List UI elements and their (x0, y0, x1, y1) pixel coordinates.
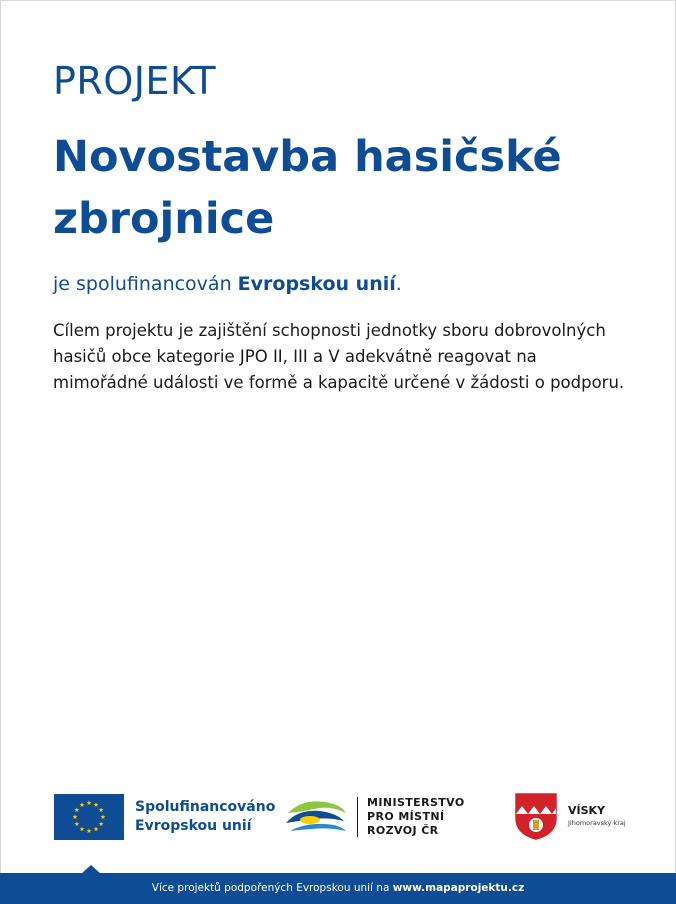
cofinanced-statement (53, 271, 402, 297)
cofinanced-prefix: je spolufinancován (53, 273, 238, 295)
municipality-name: VÍSKY (568, 804, 606, 817)
mmr-divider (357, 797, 358, 837)
project-title: Novostavba hasičské zbrojnice (53, 132, 562, 244)
project-kicker: PROJEKT (53, 59, 217, 103)
mmr-logo-line2: PRO MÍSTNÍ (367, 810, 445, 823)
eu-logo-line2: Evropskou unií (135, 818, 252, 834)
mmr-logo-line1: MINISTERSTVO (367, 796, 465, 809)
municipality-text (568, 804, 626, 828)
footer-bar (0, 873, 676, 904)
mmr-logo-icon (284, 795, 348, 839)
mmr-logo (284, 794, 465, 840)
cofinanced-emphasis: Evropskou unií (237, 273, 396, 295)
footer-text: Více projektů podpořených Evropskou unií na (151, 882, 393, 894)
municipality-logo (514, 792, 626, 840)
coat-of-arms-icon (514, 792, 558, 840)
project-description: Cílem projektu je zajištění schopnosti jednotky sboru dobrovolných hasičů obce kategorie JPO II, III a V adekvátně reagovat na mimořádné události ve formě a kapacitě určené v žádosti o podporu. (53, 321, 625, 392)
cofinanced-suffix: . (395, 273, 402, 295)
municipality-region: Jihomoravský kraj (568, 819, 626, 827)
eu-logo-text (135, 798, 275, 836)
mmr-logo-text (367, 796, 465, 838)
eu-logo-line1: Spolufinancováno (135, 799, 276, 815)
eu-flag-icon (54, 794, 124, 840)
mmr-logo-line3: ROZVOJ ČR (367, 824, 439, 837)
eu-logo (54, 794, 275, 840)
footer-link[interactable]: www.mapaprojektu.cz (392, 882, 525, 894)
